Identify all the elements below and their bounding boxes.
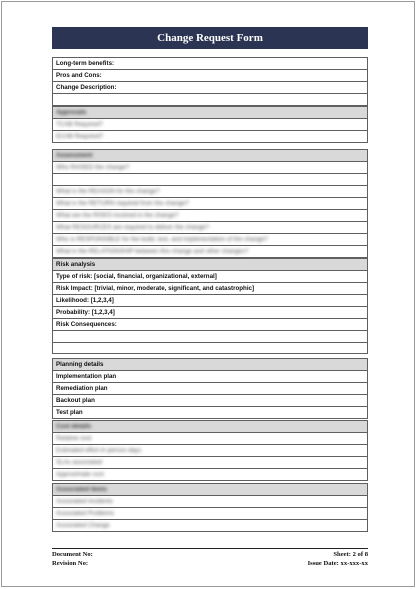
pros-cons-field[interactable]: Pros and Cons: [53, 70, 368, 82]
row-label: Associated Problems [56, 510, 115, 517]
ecab-field[interactable] [53, 131, 368, 143]
row-label: TCAB Required? [56, 121, 103, 128]
table-row [53, 119, 368, 131]
page-footer [52, 548, 368, 568]
table-row [53, 407, 368, 419]
table-row [53, 445, 368, 457]
question-field[interactable] [53, 221, 368, 233]
table-row [53, 107, 368, 119]
form-title: Change Request Form [52, 27, 368, 49]
benefits-table [52, 57, 368, 106]
associated-field[interactable] [53, 496, 368, 508]
approvals-table [52, 106, 368, 143]
row-label: Who RAISED the change? [56, 164, 130, 171]
table-row [53, 209, 368, 221]
table-row [53, 421, 368, 433]
cost-details-table [52, 420, 368, 481]
row-label: Approximate cost [56, 471, 104, 478]
table-row [53, 359, 368, 371]
row-label: Relative cost [56, 435, 92, 442]
likelihood-field[interactable]: Likelihood: [1,2,3,4] [53, 295, 368, 307]
row-label: SLAs associated [56, 459, 103, 466]
risk-consequences-field[interactable]: Risk Consequences: [53, 319, 368, 331]
table-row [53, 131, 368, 143]
table-row [53, 383, 368, 395]
table-row [53, 174, 368, 186]
long-term-benefits-field[interactable]: Long-term benefits: [53, 58, 368, 70]
section-header-text: Assessment [56, 152, 93, 159]
question-field[interactable] [53, 233, 368, 245]
blank-cell[interactable] [53, 342, 368, 354]
row-label: Associated Change [56, 522, 110, 529]
section-header [53, 421, 368, 433]
row-label: Associated Incidents [56, 498, 113, 505]
tcab-field[interactable] [53, 119, 368, 131]
remediation-plan-field[interactable]: Remediation plan [53, 383, 368, 395]
question-field[interactable] [53, 245, 368, 257]
table-row [53, 319, 368, 331]
footer-row [52, 560, 368, 569]
table-row [53, 221, 368, 233]
table-row [53, 70, 368, 82]
risk-analysis-table [52, 258, 368, 354]
cost-field[interactable] [53, 433, 368, 445]
table-row [53, 371, 368, 383]
section-header [53, 150, 368, 162]
section-header: Risk analysis [53, 259, 368, 271]
section-header [53, 107, 368, 119]
table-row [53, 484, 368, 496]
section-header-text: Approvals [56, 109, 87, 116]
section-header-text: Cost details [56, 423, 92, 430]
document-page [1, 1, 415, 587]
row-label: Estimated effort in person days [56, 447, 142, 454]
table-row [53, 259, 368, 271]
associated-field[interactable] [53, 508, 368, 520]
associated-items-table [52, 483, 368, 532]
table-row [53, 245, 368, 257]
row-label: ECAB Required? [56, 133, 104, 140]
table-row [53, 283, 368, 295]
document-number: Document No: [52, 551, 93, 558]
table-row [53, 82, 368, 94]
cost-field[interactable] [53, 445, 368, 457]
table-row [53, 94, 368, 106]
sheet-number: Sheet: 2 of 8 [333, 551, 368, 558]
test-plan-field[interactable]: Test plan [53, 407, 368, 419]
row-label: What are the RISKS involved in the change? [56, 211, 179, 219]
associated-field[interactable] [53, 520, 368, 532]
question-field[interactable] [53, 209, 368, 221]
table-row [53, 197, 368, 209]
table-row [53, 508, 368, 520]
section-header [53, 484, 368, 496]
issue-date: Issue Date: xx-xxx-xx [307, 559, 368, 567]
footer-row [52, 551, 368, 560]
table-row [53, 307, 368, 319]
table-row [53, 469, 368, 481]
row-label: What RESOURCES are required to deliver the change? [56, 223, 210, 231]
table-row [53, 433, 368, 445]
blank-cell[interactable] [53, 174, 368, 186]
implementation-plan-field[interactable]: Implementation plan [53, 371, 368, 383]
table-row [53, 185, 368, 197]
who-raised-field[interactable] [53, 162, 368, 174]
table-row [53, 233, 368, 245]
table-row [53, 271, 368, 283]
revision-number: Revision No: [52, 559, 89, 567]
cost-field[interactable] [53, 469, 368, 481]
table-row [53, 496, 368, 508]
row-label: Who is RESPONSIBLE for the build, test, and implementation of the change? [56, 235, 268, 243]
row-label: What is the RELATIONSHIP between this change and other changes? [56, 247, 249, 255]
table-row [53, 58, 368, 70]
question-field[interactable] [53, 197, 368, 209]
section-header-text: Associated items [56, 486, 107, 493]
question-field[interactable] [53, 185, 368, 197]
change-description-field[interactable]: Change Description: [53, 82, 368, 94]
blank-cell[interactable] [53, 94, 368, 106]
table-row [53, 457, 368, 469]
blank-cell[interactable] [53, 331, 368, 343]
risk-impact-field[interactable]: Risk Impact: [trivial, minor, moderate, significant, and catastrophic] [53, 283, 368, 295]
table-row [53, 520, 368, 532]
section-header: Planning details [53, 359, 368, 371]
table-row [53, 395, 368, 407]
cost-field[interactable] [53, 457, 368, 469]
table-row [53, 331, 368, 343]
table-row [53, 150, 368, 162]
row-label: What is the RETURN required from the change? [56, 199, 189, 207]
planning-details-table [52, 358, 368, 419]
row-label: What is the REASON for the change? [56, 187, 160, 195]
table-row [53, 162, 368, 174]
assessment-table [52, 149, 368, 258]
backout-plan-field[interactable]: Backout plan [53, 395, 368, 407]
risk-type-field[interactable]: Type of risk: [social, financial, organizational, external] [53, 271, 368, 283]
probability-field[interactable]: Probability: [1,2,3,4] [53, 307, 368, 319]
table-row [53, 295, 368, 307]
table-row [53, 342, 368, 354]
